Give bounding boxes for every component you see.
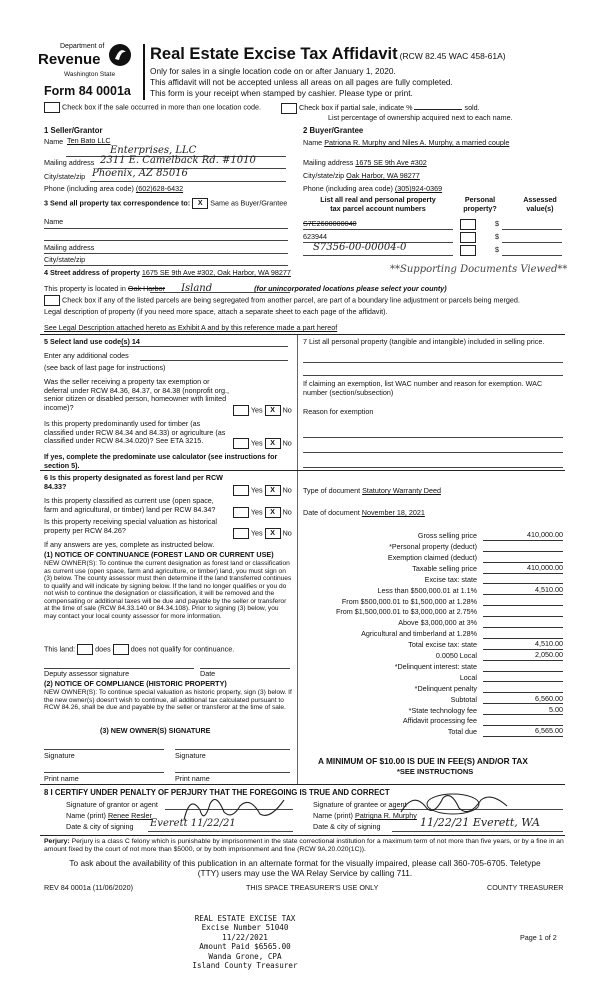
treasurer-stamp: [180, 914, 310, 971]
revenue-emblem-icon: [108, 43, 132, 67]
seller-name-handwritten: Enterprises, LLC: [110, 145, 197, 156]
street-address-value: 1675 SE 9th Ave #302, Oak Harbor, WA 98277: [141, 268, 291, 277]
if-yes-note: If yes, complete the predominate use calculator (see instructions for section 5).: [44, 452, 278, 470]
partial-sale-row: [281, 102, 480, 114]
current-use-no-label: No: [282, 507, 292, 517]
forest-no-label: No: [282, 485, 292, 495]
doc-type-value: Statutory Warranty Deed: [362, 486, 441, 495]
buyer-phone-value: (305)924-0369: [394, 184, 443, 193]
grantee-name-value: Patrigna R. Murphy: [354, 811, 417, 820]
grantee-name-row: [313, 812, 417, 821]
tax-row-value[interactable]: [483, 717, 563, 726]
page-number: Page 1 of 2: [520, 933, 557, 942]
column-divider: [297, 334, 298, 784]
grantee-signature-label: Signature of grantee or agent: [313, 800, 407, 809]
timber-no-checkbox[interactable]: X: [265, 438, 281, 449]
stamp-line-3: 11/22/2021: [222, 932, 268, 942]
buyer-city-label: City/state/zip: [303, 171, 345, 180]
tax-row-value[interactable]: 5.00: [483, 706, 563, 716]
timber-question: Is this property predominantly used for timber (as classified under RCW 84.34 and 84.33) or agriculture (as classified under RCW 84.34.020)? See ETA 3215.: [44, 419, 226, 446]
buyer-address-value: 1675 SE 9th Ave #302: [355, 158, 427, 167]
personal-property-list: 7 List all personal property (tangible and intangible) included in selling price.: [303, 337, 545, 346]
buyer-address-row: [303, 159, 427, 168]
corr-city-label: City/state/zip: [44, 255, 86, 264]
buyer-address-label: Mailing address: [303, 158, 354, 167]
notice-compliance-body: NEW OWNER(S): To continue special valuation as historic property, sign (3) below. If the new owner(s) doesn't wish to continue, all additional tax calculated pursuant to RCW 84.26, shall be due and payable by the seller or transferor at the time of sale.: [44, 689, 292, 712]
parcel-row-1: [303, 220, 563, 229]
tax-row-label: Excise tax: state: [424, 574, 477, 584]
parcel-header-line2: tax parcel account numbers: [330, 203, 426, 213]
header-line-1: Only for sales in a single location code on or after January 1, 2020.: [150, 66, 396, 76]
seller-name-printed: Ten Bato LLC: [67, 136, 111, 145]
tax-row-label: Less than $500,000.01 at 1.1%: [377, 585, 477, 595]
additional-codes-label: Enter any additional codes: [44, 351, 129, 360]
tax-row: [303, 552, 563, 563]
doc-date-label: Date of document: [303, 508, 360, 517]
timber-yes-no: [233, 438, 292, 449]
this-land-row: [44, 644, 234, 655]
historic-yes-checkbox[interactable]: [233, 528, 249, 539]
perjury-text: Perjury is a class C felony which is punishable by imprisonment in the state correctional institution for a maximum term of not more than five years, or by a fine in an amount fixed by the court of not more than $5000, or by both imprisonment and fine (RCW 9A.20.020(1C)).: [44, 838, 564, 854]
tax-row-label: *Personal property (deduct): [389, 542, 477, 552]
parcel-header-line1: List all real and personal property: [320, 195, 436, 204]
owner-print-name-label-2: Print name: [175, 774, 210, 783]
historic-no-label: No: [282, 528, 292, 538]
tax-row-label: Taxable selling price: [412, 563, 477, 573]
located-label: This property is located in: [44, 284, 126, 293]
assessed-dollar-2: $: [495, 232, 499, 241]
tax-row-label: From $500,000.01 to $1,500,000 at 1.28%: [341, 596, 477, 606]
forest-yes-checkbox[interactable]: [233, 485, 249, 496]
stamp-line-4: Amount Paid $6565.00: [199, 942, 291, 952]
tax-row-value[interactable]: 4,510.00: [483, 586, 563, 596]
notice-compliance-title: (2) NOTICE OF COMPLIANCE (HISTORIC PROPERTY): [44, 679, 227, 688]
exemption-no-label: No: [282, 405, 292, 415]
tax-row-label: Local: [459, 672, 477, 682]
multi-location-label: Check box if the sale occurred in more than one location code.: [62, 102, 261, 112]
owner-signature-label-1: Signature: [44, 751, 75, 760]
tax-row-value[interactable]: [483, 554, 563, 563]
exemption-question: Was the seller receiving a property tax exemption or deferral under RCW 84.36, 84.37, or 84.38 (nonprofit org., senior citizen or disabled person, homeowner with limited income)?: [44, 377, 229, 412]
owner-signature-label-2: Signature: [175, 751, 206, 760]
stamp-line-6: Island County Treasurer: [192, 961, 298, 971]
perjury-label: Perjury:: [44, 838, 70, 845]
seller-name-label: Name: [44, 137, 64, 146]
tax-row: [303, 693, 563, 704]
tax-row: [303, 574, 563, 585]
personal-property-checkbox-2[interactable]: [460, 232, 476, 243]
tax-row-label: *Delinquent penalty: [414, 683, 477, 693]
does-label: does: [95, 644, 111, 654]
tax-row: [303, 617, 563, 628]
notice-continuance-body: NEW OWNER(S): To continue the current designation as forest land or classification as current use (open space, farm and agriculture, or timber) land, you must sign on (3) below. The county assessor must then determine if the land transferred continues to qualify and will indicate by signing below. If the land no longer qualifies or you do not wish to continue the designation or classification, it will be removed and the compensating or additional taxes will be due and payable by the seller or transferor at the time of sale (RCW 84.33.140 or 84.34.108). Prior to signing (3) below, you may contact your local county assessor for more information.: [44, 560, 292, 621]
if-any-yes-note: If any answers are yes, complete as instructed below.: [44, 540, 215, 549]
does-not-checkbox[interactable]: [113, 644, 129, 655]
buyer-name-row: [303, 139, 509, 148]
seller-city-value: Phoenix, AZ 85016: [92, 168, 188, 179]
buyer-name-value: Patriona R. Murphy and Niles A. Murphy, a married couple: [324, 138, 510, 147]
header-divider: [143, 44, 145, 100]
tax-row: [303, 639, 563, 650]
buyer-heading: 2 Buyer/Grantee: [303, 126, 364, 135]
treasurer-only-label: THIS SPACE TREASURER'S USE ONLY: [246, 883, 379, 892]
timber-yes-label: Yes: [250, 438, 263, 448]
availability-note: To ask about the availability of this publication in an alternate format for the visually impaired, please call 360-705-6705. Teletype (TTY) users may use the WA Relay Service by calling 711.: [69, 858, 541, 879]
buyer-city-row: [303, 172, 420, 181]
doc-date-row: [303, 509, 425, 518]
tax-row-value[interactable]: 6,565.00: [483, 727, 563, 737]
located-struck: Oak Harbor: [127, 284, 166, 293]
historic-no-checkbox[interactable]: X: [265, 528, 281, 539]
buyer-city-value: Oak Harbor, WA 98277: [346, 171, 420, 180]
tax-row-value[interactable]: [483, 673, 563, 682]
current-use-yes-checkbox[interactable]: [233, 507, 249, 518]
multi-location-checkbox[interactable]: [44, 102, 60, 113]
located-handwritten: Island: [181, 283, 213, 294]
revenue-logo: [38, 43, 138, 85]
forest-yes-no: [233, 485, 292, 496]
tax-row-label: Agricultural and timberland at 1.28%: [361, 629, 477, 639]
historic-yes-no: [233, 528, 292, 539]
tax-row-label: From $1,500,000.01 to $3,000,000 at 2.75%: [335, 607, 477, 617]
ownership-note: List percentage of ownership acquired next to each name.: [328, 113, 513, 122]
grantor-date-handwritten: Everett 11/22/21: [150, 818, 236, 829]
timber-yes-checkbox[interactable]: [233, 438, 249, 449]
tax-row-value[interactable]: [483, 608, 563, 617]
dept-of-text: Department of: [60, 43, 105, 50]
current-use-question: Is this property classified as current use (open space, farm and agricultural, or timber) land per RCW 84.34?: [44, 496, 216, 514]
street-address-row: [44, 269, 291, 278]
seller-phone-row: [44, 185, 183, 194]
stamp-line-2: Excise Number 51040: [201, 923, 289, 933]
parcel-row-2: [303, 233, 327, 242]
exemption-yes-no: [233, 405, 292, 416]
segregated-checkbox[interactable]: [44, 295, 60, 306]
tax-row-value[interactable]: [483, 619, 563, 628]
grantor-name-label: Name (print): [66, 811, 106, 820]
tax-row-label: Affidavit processing fee: [402, 716, 477, 726]
header-line-3: This form is your receipt when stamped by cashier. Please type or print.: [150, 88, 413, 98]
assessed-dollar-3: $: [495, 245, 499, 254]
tax-row: [303, 715, 563, 726]
tax-row: [303, 563, 563, 574]
does-not-label: does not qualify for continuance.: [130, 644, 235, 654]
minimum-due-line2: *SEE INSTRUCTIONS: [397, 767, 474, 776]
revision-label: REV 84 0001a (11/06/2020): [44, 883, 133, 892]
segregated-row: [44, 295, 520, 306]
stamp-line-5: Wanda Grone, CPA: [208, 951, 282, 961]
seller-phone-value: (602)628-6432: [135, 184, 184, 193]
grantor-name-row: [66, 812, 152, 821]
supporting-docs-note: **Supporting Documents Viewed**: [390, 264, 568, 275]
assessed-dollar-1: $: [495, 219, 499, 228]
exemption-yes-label: Yes: [250, 405, 263, 415]
grantee-name-label: Name (print): [313, 811, 353, 820]
seller-address-value: 2311 E. Camelback Rd. #1010: [100, 155, 256, 166]
tax-row-label: Total excise tax: state: [408, 640, 477, 650]
parcel-number-1: S7E2600000040: [303, 219, 357, 228]
grantor-date-label: Date & city of signing: [66, 822, 134, 831]
tax-row: [303, 595, 563, 606]
tax-row: [303, 584, 563, 595]
personal-property-checkbox-3[interactable]: [460, 245, 476, 256]
same-as-buyer-checkbox[interactable]: X: [192, 198, 208, 209]
tax-row-label: Gross selling price: [417, 531, 477, 541]
grantor-name-value: Renee Resler: [107, 811, 152, 820]
seller-city-label: City/state/zip: [44, 172, 86, 181]
perjury-notice: [44, 838, 564, 854]
tax-row: [303, 672, 563, 683]
tax-row-label: Total due: [447, 727, 477, 737]
current-use-yes-label: Yes: [250, 507, 263, 517]
grantor-signature-label: Signature of grantor or agent: [66, 800, 158, 809]
tax-row: [303, 606, 563, 617]
assessed-value-header: Assessed value(s): [523, 195, 557, 213]
personal-property-checkbox-1[interactable]: [460, 219, 476, 230]
buyer-name-label: Name: [303, 138, 323, 147]
tax-row: [303, 650, 563, 661]
certify-statement: 8 I CERTIFY UNDER PENALTY OF PERJURY THAT THE FOREGOING IS TRUE AND CORRECT: [44, 788, 390, 797]
seller-address-label: Mailing address: [44, 158, 95, 167]
rcw-reference: (RCW 82.45 WAC 458-61A): [399, 51, 506, 61]
parcel-number-3: S7356-00-00004-0: [313, 242, 407, 253]
revenue-text: Revenue: [38, 51, 101, 68]
located-row: [44, 283, 447, 295]
historic-yes-label: Yes: [250, 528, 263, 538]
tax-row-value[interactable]: 6,560.00: [483, 695, 563, 705]
seller-phone-label: Phone (including area code): [44, 184, 134, 193]
exemption-yes-checkbox[interactable]: [233, 405, 249, 416]
exemption-reason-label: Reason for exemption: [303, 407, 374, 416]
tax-row: [303, 726, 563, 737]
tax-row-value[interactable]: 410,000.00: [483, 531, 563, 541]
doc-type-row: [303, 487, 441, 496]
corr-name-label: Name: [44, 217, 64, 226]
buyer-phone-label: Phone (including area code): [303, 184, 393, 193]
tax-row-value[interactable]: 410,000.00: [483, 564, 563, 574]
deputy-signature-label: Deputy assessor signature: [44, 669, 130, 678]
corr-address-label: Mailing address: [44, 243, 95, 252]
correspondence-row: [44, 198, 287, 209]
tax-row: [303, 704, 563, 715]
parcel-header: [303, 196, 453, 213]
timber-no-label: No: [282, 438, 292, 448]
legal-reference: See Legal Description attached hereto as Exhibit A and by this reference made a part hereof: [44, 323, 338, 332]
correspondence-label: 3 Send all property tax correspondence to:: [44, 198, 191, 208]
tax-row-label: Exemption claimed (deduct): [387, 553, 477, 563]
street-address-label: 4 Street address of property: [44, 268, 140, 277]
form-title-row: [150, 45, 506, 65]
personal-property-header: Personal property?: [463, 195, 497, 213]
see-back-note: (see back of last page for instructions): [44, 363, 166, 372]
partial-sale-label: Check box if partial sale, indicate %: [299, 103, 413, 112]
tax-row-label: *Delinquent interest: state: [394, 661, 477, 671]
county-treasurer-label: COUNTY TREASURER: [487, 883, 564, 892]
historic-question: Is this property receiving special valuation as historical property per RCW 84.26?: [44, 517, 217, 535]
seller-heading: 1 Seller/Grantor: [44, 126, 103, 135]
unincorporated-note: (for unincorporated locations please select your county): [254, 284, 447, 293]
partial-sale-percent[interactable]: [414, 102, 462, 110]
tax-row-value[interactable]: [483, 575, 563, 584]
legal-description-label: Legal description of property (if you need more space, attach a separate sheet to each page of the affidavit).: [44, 307, 388, 316]
forest-land-question: 6 Is this property designated as forest land per RCW 84.33?: [44, 473, 223, 491]
tax-row-value[interactable]: [483, 543, 563, 552]
tax-row: [303, 541, 563, 552]
notice-continuance-title: (1) NOTICE OF CONTINUANCE (FOREST LAND OR CURRENT USE): [44, 550, 274, 559]
forest-no-checkbox[interactable]: X: [265, 485, 281, 496]
doc-type-label: Type of document: [303, 486, 361, 495]
grantee-date-handwritten: 11/22/21 Everett, WA: [420, 816, 540, 829]
tax-row-value[interactable]: [483, 597, 563, 606]
new-owner-signature-title: (3) NEW OWNER(S) SIGNATURE: [100, 726, 211, 735]
tax-table: [303, 530, 563, 737]
header-line-2: This affidavit will not be accepted unless all areas on all pages are fully completed.: [150, 77, 453, 87]
tax-row-value[interactable]: [483, 630, 563, 639]
doc-date-value: November 18, 2021: [361, 508, 425, 517]
exemption-claim-label: If claiming an exemption, list WAC number and reason for exemption. WAC number (section/subsection): [303, 379, 543, 397]
tax-row-label: Above $3,000,000 at 3%: [398, 618, 477, 628]
deputy-date-label: Date: [200, 669, 216, 678]
tax-row-value[interactable]: [483, 663, 563, 672]
land-use-code: 5 Select land use code(s) 14: [44, 337, 140, 346]
tax-row: [303, 661, 563, 672]
same-as-buyer-label: Same as Buyer/Grantee: [210, 198, 288, 208]
tax-row: [303, 682, 563, 693]
tax-row: [303, 530, 563, 541]
does-checkbox[interactable]: [77, 644, 93, 655]
sold-label: sold.: [464, 103, 480, 112]
buyer-phone-row: [303, 185, 442, 194]
tax-row-label: *State technology fee: [408, 705, 477, 715]
tax-row: [303, 628, 563, 639]
tax-row-value[interactable]: [483, 684, 563, 693]
current-use-no-checkbox[interactable]: X: [265, 507, 281, 518]
exemption-no-checkbox[interactable]: X: [265, 405, 281, 416]
grantee-date-label: Date & city of signing: [313, 822, 381, 831]
tax-row-label: Subtotal: [450, 694, 477, 704]
washington-state-text: Washington State: [64, 71, 116, 78]
parcel-number-2: 623944: [303, 232, 327, 241]
stamp-line-1: REAL ESTATE EXCISE TAX: [194, 914, 296, 923]
segregated-label: Check box if any of the listed parcels are being segregated from another parcel, are part of a boundary line adjustment or parcels being merged.: [62, 295, 520, 305]
partial-sale-checkbox[interactable]: [281, 103, 297, 114]
tax-row-value[interactable]: 4,510.00: [483, 640, 563, 650]
owner-print-name-label-1: Print name: [44, 774, 79, 783]
form-number: Form 84 0001a: [44, 84, 131, 98]
this-land-label: This land:: [44, 644, 76, 654]
tax-row-value[interactable]: 2,050.00: [483, 651, 563, 661]
form-title: Real Estate Excise Tax Affidavit: [150, 45, 398, 63]
tax-row-label: 0.0050 Local: [435, 651, 477, 661]
current-use-yes-no: [233, 507, 292, 518]
multi-location-row: [44, 102, 261, 113]
forest-yes-label: Yes: [250, 485, 263, 495]
minimum-due-line1: A MINIMUM OF $10.00 IS DUE IN FEE(S) AND/OR TAX: [318, 756, 528, 766]
